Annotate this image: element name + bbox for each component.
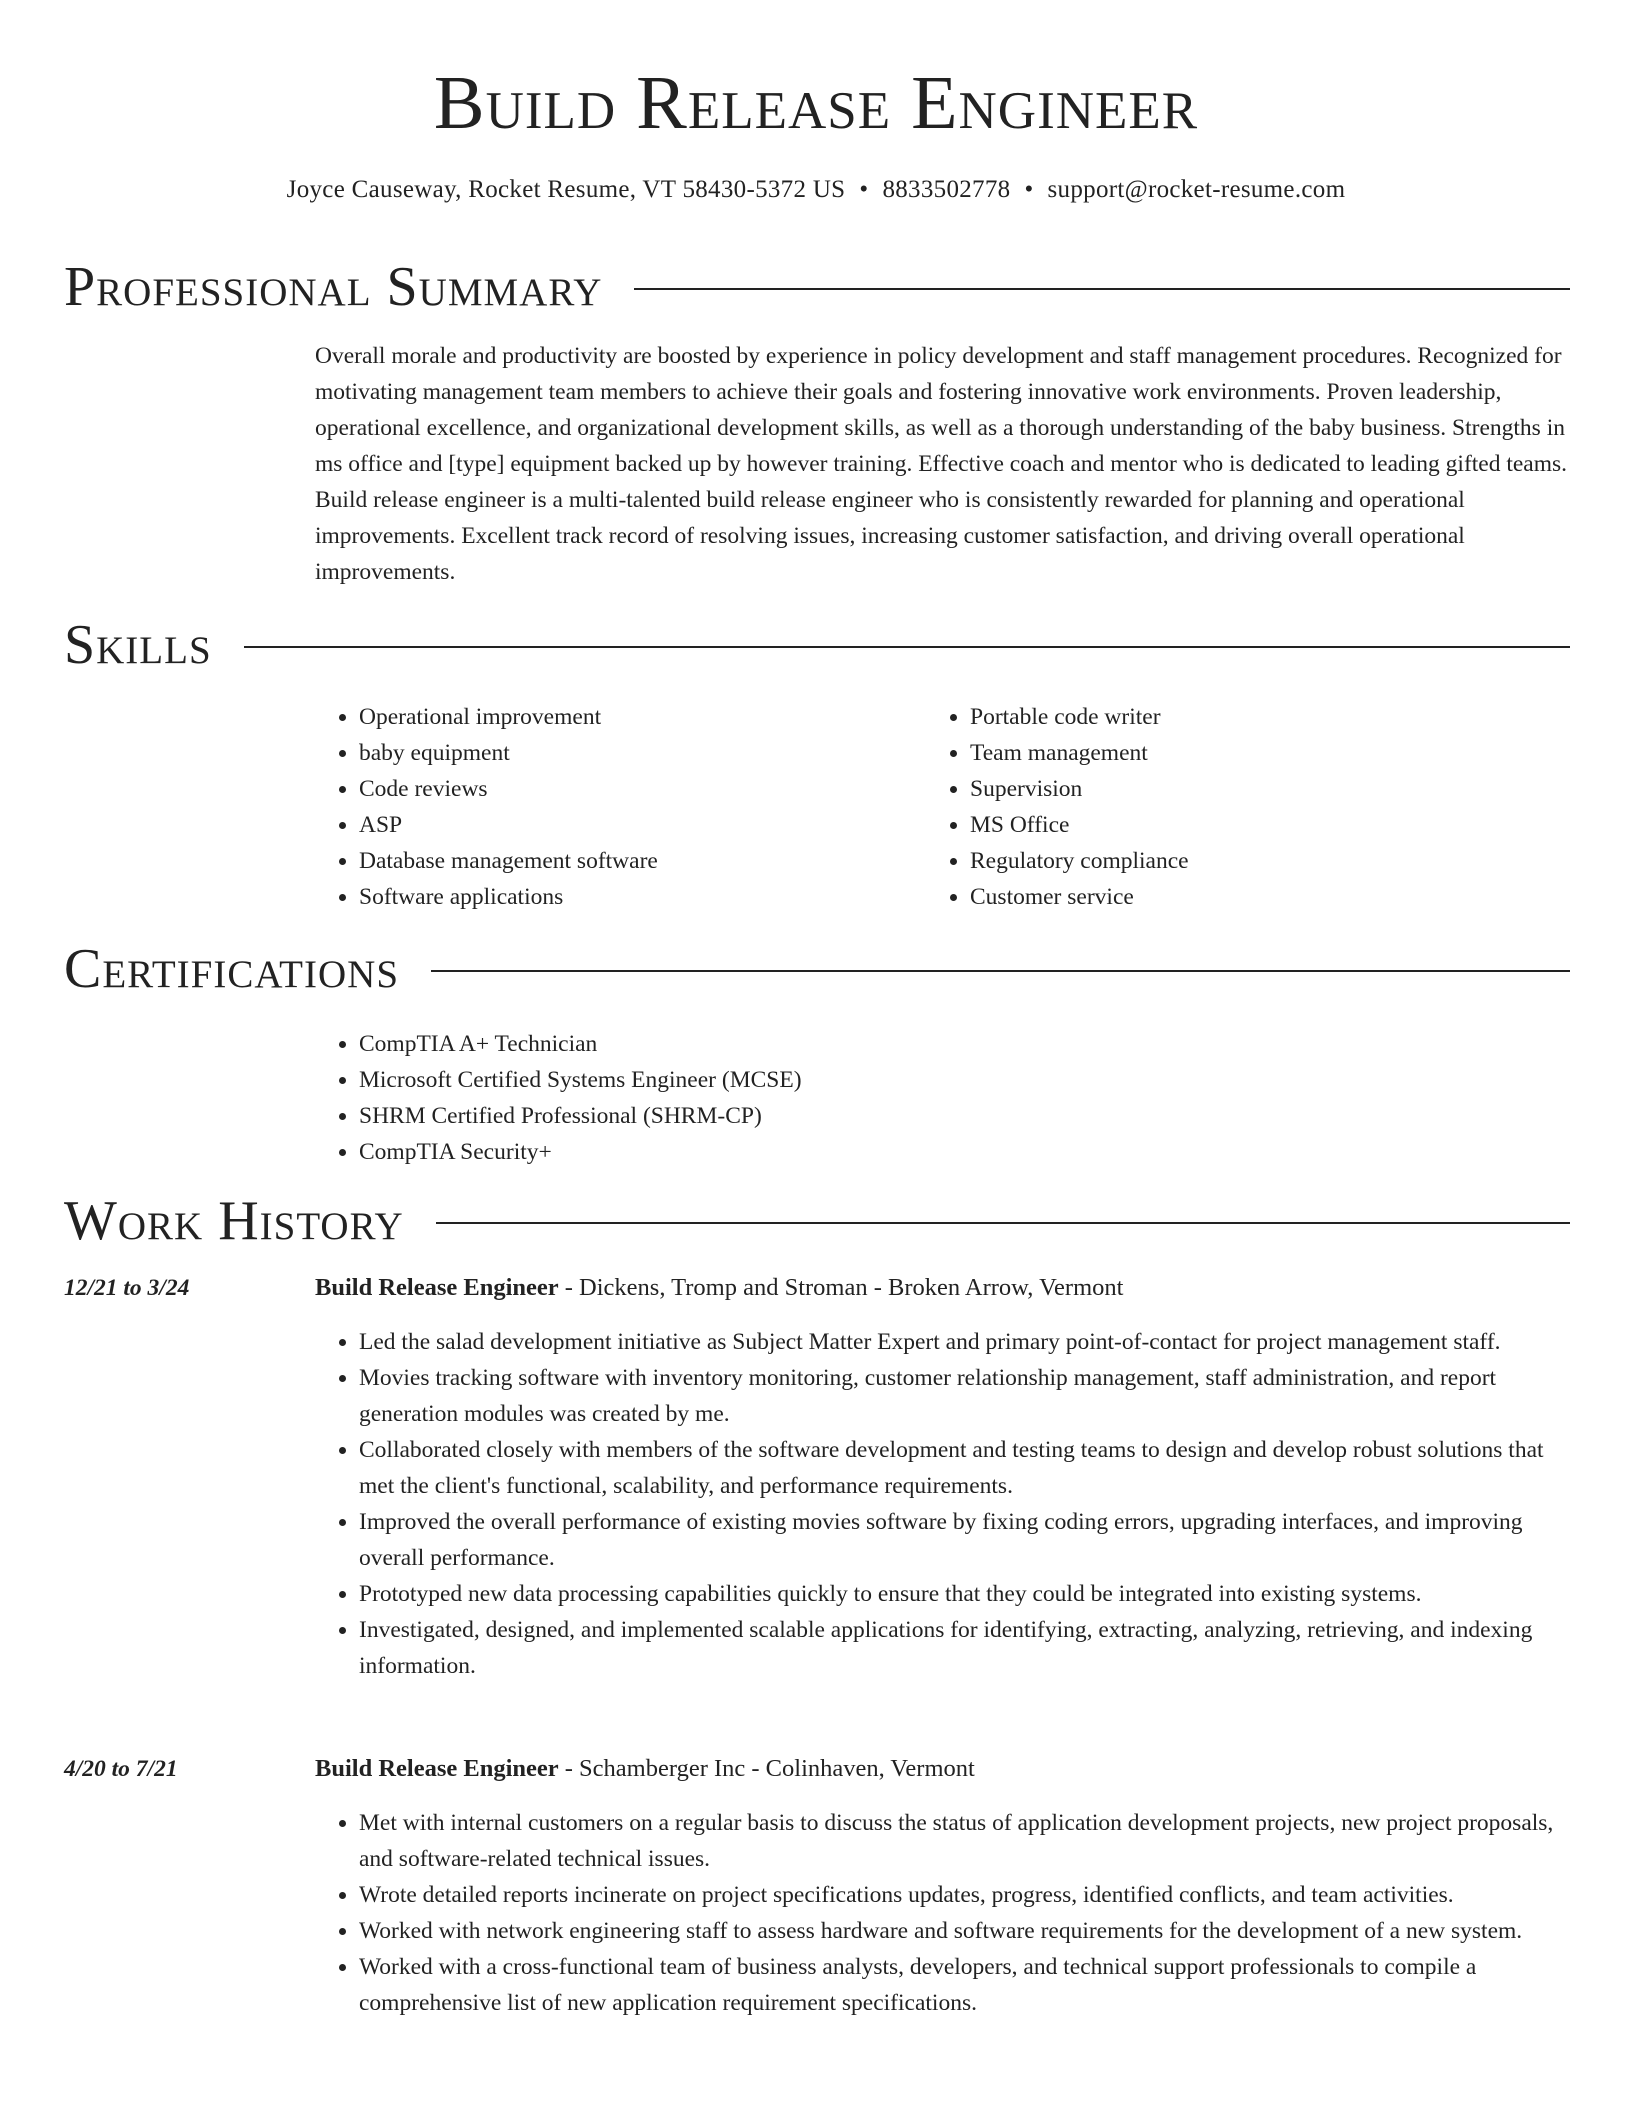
contact-email: support@rocket-resume.com (1047, 176, 1346, 203)
responsibility-item: • Investigated, designed, and implemented scalable applications for identifying, extracting, analyzing, retrieving, and indexing information. (359, 1612, 1570, 1684)
skill-item: • ASP (359, 807, 658, 843)
work-history-section-header (64, 1186, 1570, 1256)
section-divider (634, 288, 1570, 290)
contact-separator: • (859, 176, 869, 203)
summary-text: Overall morale and productivity are boosted by experience in policy development and staff management procedures. Recognized for motivating management team members to achieve their goals and fostering innovative work environments. Proven leadership, operational excellence, and organizational development skills, as well as a thorough understanding of the baby business. Strengths in ms office and [type] equipment backed up by however training. Effective coach and mentor who is dedicated to leading gifted teams. Build release engineer is a multi-talented build release engineer who is consistently rewarded for planning and operational improvements. Excellent track record of resolving issues, increasing customer satisfaction, and driving overall operational improvements. (315, 343, 1568, 585)
skill-item: • Supervision (970, 771, 1189, 807)
responsibility-item: • Prototyped new data processing capabilities quickly to ensure that they could be integrated into existing systems. (359, 1576, 1570, 1612)
skills-list-left (315, 699, 658, 915)
job-title-line (315, 1270, 1123, 1306)
responsibility-item: • Worked with a cross-functional team of business analysts, developers, and technical support professionals to compile a comprehensive list of new application requirement specifications. (359, 1949, 1570, 2021)
responsibility-item: • Movies tracking software with inventory monitoring, customer relationship management, staff administration, and report generation modules was created by me. (359, 1360, 1570, 1432)
section-divider (431, 970, 1570, 972)
job-dates: 12/21 to 3/24 (64, 1275, 190, 1301)
summary-section-header (64, 252, 1570, 322)
certifications-section-header (64, 934, 1570, 1004)
work-history-heading: Work History (64, 1190, 404, 1252)
job-role: Build Release Engineer (315, 1755, 559, 1782)
responsibility-item: • Collaborated closely with members of the software development and testing teams to design and develop robust solutions that met the client's functional, scalability, and performance requirements. (359, 1432, 1570, 1504)
certifications-heading: Certifications (64, 938, 400, 1000)
skill-item: • Portable code writer (970, 699, 1189, 735)
responsibility-item: • Met with internal customers on a regular basis to discuss the status of application development projects, new project proposals, and software-related technical issues. (359, 1805, 1570, 1877)
skill-item: • Customer service (970, 879, 1189, 915)
certifications-list (315, 1026, 802, 1170)
skill-item: • Database management software (359, 843, 658, 879)
job-responsibilities (315, 1805, 1570, 2021)
job-responsibilities (315, 1324, 1570, 1684)
certification-item: • Microsoft Certified Systems Engineer (MCSE) (359, 1062, 802, 1098)
job-dates: 4/20 to 7/21 (64, 1756, 178, 1782)
responsibility-item: • Led the salad development initiative as Subject Matter Expert and primary point-of-contact for project management staff. (359, 1324, 1570, 1360)
skill-item: • Operational improvement (359, 699, 658, 735)
responsibility-item: • Worked with network engineering staff to assess hardware and software requirements for the development of a new system. (359, 1913, 1570, 1949)
skill-item: • Regulatory compliance (970, 843, 1189, 879)
job-title-line (315, 1751, 975, 1787)
skill-item: • Team management (970, 735, 1189, 771)
section-divider (436, 1222, 1570, 1224)
skill-item: • Code reviews (359, 771, 658, 807)
responsibility-item: • Wrote detailed reports incinerate on project specifications updates, progress, identified conflicts, and team activities. (359, 1877, 1570, 1913)
job-role: Build Release Engineer (315, 1274, 559, 1301)
resume-name-title: Build Release Engineer (433, 61, 1199, 145)
skill-item: • Software applications (359, 879, 658, 915)
skills-section-header (64, 610, 1570, 680)
certification-item: • SHRM Certified Professional (SHRM-CP) (359, 1098, 802, 1134)
skills-list-right (926, 699, 1189, 915)
contact-phone: 8833502778 (882, 176, 1011, 203)
summary-heading: Professional Summary (64, 256, 603, 318)
contact-separator: • (1024, 176, 1034, 203)
section-divider (244, 646, 1570, 648)
skills-heading: Skills (64, 614, 212, 676)
responsibility-item: • Improved the overall performance of existing movies software by fixing coding errors, upgrading interfaces, and improving overall performance. (359, 1504, 1570, 1576)
skill-item: • MS Office (970, 807, 1189, 843)
job-employer-location: - Dickens, Tromp and Stroman - Broken Arrow, Vermont (558, 1274, 1124, 1301)
skill-item: • baby equipment (359, 735, 658, 771)
job-employer-location: - Schamberger Inc - Colinhaven, Vermont (558, 1755, 975, 1782)
certification-item: • CompTIA A+ Technician (359, 1026, 802, 1062)
contact-address: Joyce Causeway, Rocket Resume, VT 58430-5372 US (286, 176, 846, 203)
certification-item: • CompTIA Security+ (359, 1134, 802, 1170)
contact-line (0, 174, 1632, 206)
